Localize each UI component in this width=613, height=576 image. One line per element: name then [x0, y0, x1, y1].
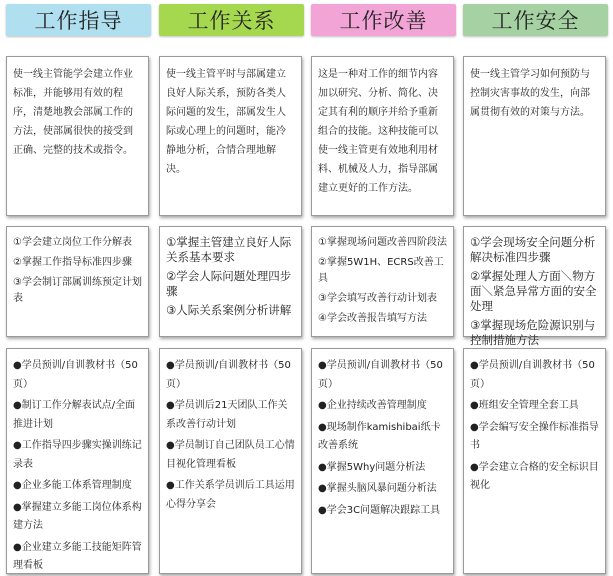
tools-box — [463, 348, 606, 574]
goals-box — [311, 226, 454, 337]
goal-item: ①学会建立岗位工作分解表 — [13, 237, 132, 248]
tool-item: ●学员预训/自训教材书（50页） — [318, 360, 443, 390]
goal-item: ①掌握现场问题改善四阶段法 — [318, 237, 447, 248]
column-work-safety — [463, 4, 608, 491]
tool-item: ●掌握建立多能工岗位体系构建方法 — [13, 501, 142, 531]
column-work-improvement — [311, 4, 456, 516]
goal-item: ③掌握现场危险源识别与控制措施方法 — [470, 318, 596, 347]
tool-item: ●企业建立多能工技能矩阵管理看板 — [13, 541, 142, 571]
column-work-relations — [159, 4, 304, 510]
description-text: 使一线主管能学会建立作业标准，并能够用有效的程序，清楚地教会部属工作的方法，使部属很快的接受到正确、完整的技术或指令。 — [13, 69, 133, 156]
column-header: 工作指导 — [6, 4, 151, 36]
tool-item: ●学会建立合格的安全标识目视化 — [470, 461, 599, 491]
goals-box — [159, 226, 302, 337]
tool-item: ●企业持续改善管理制度 — [318, 400, 427, 411]
tool-item: ●学会3C问题解决跟踪工具 — [318, 504, 441, 516]
goal-item: ④学会改善报告填写方法 — [318, 313, 427, 324]
column-header: 工作改善 — [311, 4, 456, 36]
tool-item: ●学员预训/自训教材书（50页） — [13, 360, 138, 390]
tool-item: ●掌握5Why问题分析法 — [318, 461, 426, 473]
tool-item: ●学员预训/自训教材书（50页） — [470, 360, 595, 390]
tools-box — [6, 348, 149, 574]
column-header: 工作关系 — [159, 4, 304, 36]
tool-item: ●工作关系学员训后工具运用心得分享会 — [166, 480, 295, 510]
description-text: 使一线主管学习如何预防与控制灾害事故的发生，向部属贯彻有效的对策与方法。 — [470, 69, 590, 118]
description-box — [463, 56, 606, 216]
description-box — [159, 56, 302, 216]
tool-item: ●掌握头脑风暴问题分析法 — [318, 483, 437, 494]
tool-item: ●学员制订自己团队员工心情目视化管理看板 — [166, 440, 295, 470]
description-box — [6, 56, 149, 216]
tool-item: ●企业多能工体系管理制度 — [13, 480, 132, 491]
goal-item: ③学会填写改善行动计划表 — [318, 293, 437, 304]
goal-item: ②掌握工作指导标准四步骤 — [13, 257, 132, 268]
tool-item: ●现场制作kamishibai纸卡改善系统 — [318, 421, 441, 451]
goal-item: ②学会人际问题处理四步骤 — [166, 269, 292, 298]
description-text: 这是一种对工作的细节内容加以研究、分析、简化、决定其有利的顺序并给予重新组合的技能。这种技能可以使一线主管更有效地利用材料、机械及人力，指导部属建立更好的工作方法。 — [318, 69, 438, 194]
tool-item: ●学会编写安全操作标准指导书 — [470, 421, 599, 451]
column-work-instruction — [6, 4, 151, 571]
goals-box — [463, 226, 606, 347]
tool-item: ●工作指导四步骤实操训练记录表 — [13, 440, 142, 470]
tool-item: ●制订工作分解表试点/全面推进计划 — [13, 400, 136, 430]
tool-item: ●班组安全管理全套工具 — [470, 400, 579, 411]
goal-item: ②掌握处理人方面＼物方面＼紧急异常方面的安全处理 — [470, 269, 597, 313]
tool-item: ●学员预训/自训教材书（50页） — [166, 360, 291, 390]
goal-item: ②掌握5W1H、ECRS改善工具 — [318, 257, 444, 284]
tool-item: ●学员训后21天团队工作关系改善行动计划 — [166, 400, 288, 430]
goal-item: ①学会现场安全问题分析解决标准四步骤 — [470, 235, 596, 264]
goal-item: ①掌握主管建立良好人际关系基本要求 — [166, 235, 292, 264]
tools-box — [311, 348, 454, 574]
description-text: 使一线主管平时与部属建立良好人际关系，预防各类人际问题的发生，部属发生人际或心理上的问题时，能冷静地分析，合情合理地解决。 — [166, 69, 286, 175]
description-box — [311, 56, 454, 216]
goal-item: ③学会制订部属训练预定计划表 — [13, 277, 142, 304]
column-header: 工作安全 — [463, 4, 608, 36]
tools-box — [159, 348, 302, 574]
goal-item: ③人际关系案例分析讲解 — [166, 303, 292, 317]
goals-box — [6, 226, 149, 337]
